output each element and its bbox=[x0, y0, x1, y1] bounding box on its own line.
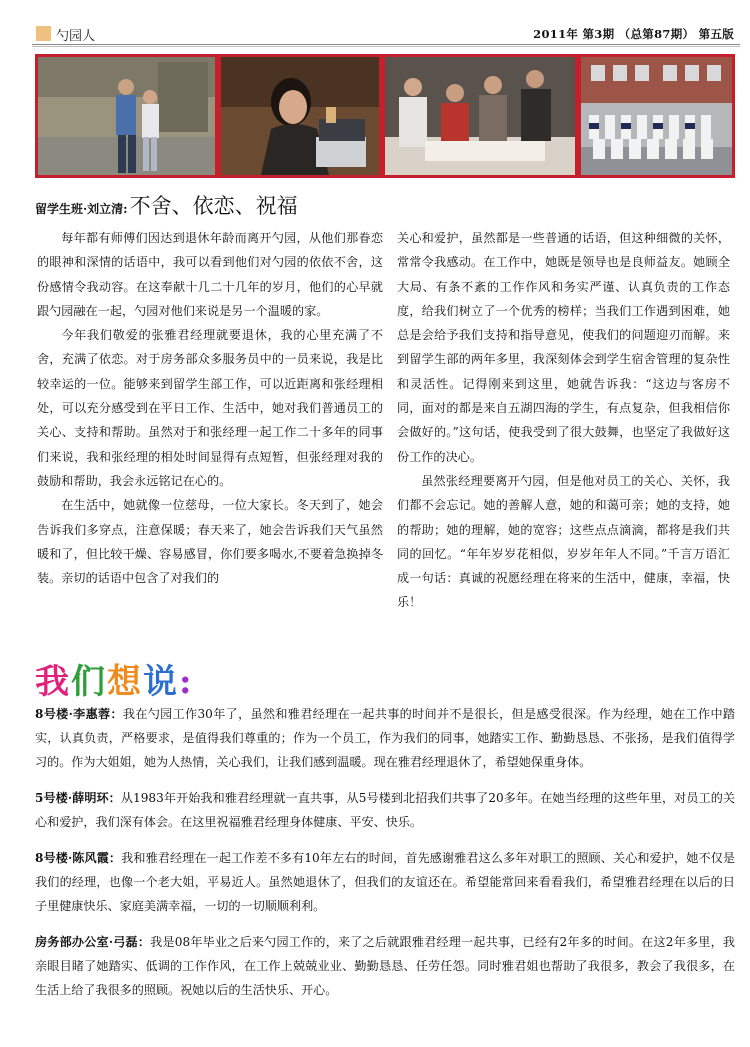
comment-item bbox=[35, 786, 735, 834]
comment-item bbox=[35, 930, 735, 1002]
comment-item bbox=[35, 702, 735, 774]
article-paragraph: 今年我们敬爱的张雅君经理就要退休，我的心里充满了不舍，充满了依恋。对于房务部众多服务员中的一员来说，我是比较幸运的一位。能够来到留学生部工作，可以近距离和张经理相处，可以充分感受到在平日工作、生活中，她对我们普通员工的关心、支持和帮助。虽然对于和张经理一起工作二十多年的同事们来说，我和张经理的相处时间显得有点短暂，但张经理对我的鼓励和帮助，我会永远铭记在心的。 bbox=[37, 328, 383, 488]
newsletter-name: 勺园人 bbox=[56, 29, 96, 44]
comment-author: 8号楼·陈风霞： bbox=[35, 851, 122, 865]
article-paragraph-continued: 关心和爱护，虽然都是一些普通的话语，但这种细微的关怀，常常令我感动。在工作中，她既是领导也是良师益友。她顾全大局、有条不紊的工作作风和务实严谨、认真负责的工作态度，给我们树立了一个优秀的榜样；当我们工作遇到困难，她总是会给予我们支持和指导意见，使我们的问题迎刃而解。来到留学生部的两年多里，我深刻体会到学生宿舍管理的复杂性和灵活性。记得刚来到这里，她就告诉我：“这边与客房不同，面对的都是来自五湖四海的学生，有点复杂，但我相信你会做好的。”这句话，使我受到了很大鼓舞，也坚定了我做好这份工作的决心。 bbox=[397, 231, 730, 464]
comment-text: 从1983年开始我和雅君经理就一直共事，从5号楼到北招我们共事了20多年。在她当经理的这些年里，对员工的关心和爱护，我们深有体会。在这里祝福雅君经理身体健康、平安、快乐。 bbox=[35, 791, 735, 829]
section-title-we-want-to-say bbox=[35, 654, 194, 703]
photo-staff-group bbox=[581, 57, 732, 175]
header-color-block bbox=[36, 26, 51, 41]
article-headline: 不舍、依恋、祝福 bbox=[129, 194, 298, 218]
article-paragraph: 每年都有师傅们因达到退休年龄而离开勺园，从他们那眷恋的眼神和深情的话语中，我可以看到他们对勺园的依依不舍，这份感情令我动容。在这奉献十几二十几年的岁月，他们的心早就跟勺园融在一起，勺园对他们来说是另一个温暖的家。 bbox=[37, 231, 383, 318]
article-left-column bbox=[37, 226, 383, 590]
comment-author: 5号楼·薛明环： bbox=[35, 791, 121, 805]
issue-info: 2011年 第3期 （总第87期） 第五版 bbox=[533, 27, 734, 41]
photo-band bbox=[35, 54, 735, 178]
comment-author: 8号楼·李惠蓉： bbox=[35, 707, 123, 721]
section-title-char: 想 bbox=[107, 662, 143, 702]
article-byline: 留学生班·刘立清: bbox=[35, 202, 128, 216]
section-title-char: : bbox=[179, 662, 194, 702]
article-title bbox=[35, 190, 298, 220]
header-rule-thin bbox=[32, 46, 740, 47]
page-header bbox=[32, 26, 740, 44]
section-title-char: 说 bbox=[143, 662, 179, 702]
comment-author: 房务部办公室·弓磊： bbox=[35, 935, 151, 949]
article-paragraph: 在生活中，她就像一位慈母，一位大家长。冬天到了，她会告诉我们多穿点，注意保暖；春天来了，她会告诉我们天气虽然暖和了，但比较干燥、容易感冒，你们要多喝水,不要着急换掉冬装。亲切的话语中包含了对我们的 bbox=[37, 498, 383, 586]
header-rule bbox=[32, 44, 740, 45]
photo-group-meeting bbox=[385, 57, 575, 175]
section-title-char: 我 bbox=[35, 662, 71, 702]
comments-list bbox=[35, 702, 735, 1014]
comment-item bbox=[35, 846, 735, 918]
article-paragraph: 虽然张经理要离开勺园，但是他对员工的关心、关怀，我们都不会忘记。她的善解人意，她的和蔼可亲；她的支持，她的帮助；她的理解，她的宽容；这些点点滴滴，都将是我们共同的回忆。“年年岁岁花相似，岁岁年年人不同。”千言万语汇成一句话：真诚的祝愿经理在将来的生活中，健康，幸福，快乐！ bbox=[397, 473, 730, 610]
comment-text: 我在勺园工作30年了，虽然和雅君经理在一起共事的时间并不是很长，但是感受很深。作为经理，她在工作中踏实，认真负责，严格要求，是值得我们尊重的；作为一个员工，作为我们的同事，她踏实工作、勤勤恳恳、不张扬，是我们值得学习的。作为大姐姐，她为人热情，关心我们，让我们感到温暖。现在雅君经理退休了，希望她保重身体。 bbox=[35, 707, 735, 769]
comment-text: 我是08年毕业之后来勺园工作的，来了之后就跟雅君经理一起共事，已经有2年多的时间。在这2年多里，我亲眼目睹了她踏实、低调的工作作风，在工作上兢兢业业、勤勤恳恳、任劳任怨。同时雅君姐也帮助了我很多，教会了我很多，在生活上给了我很多的照顾。祝她以后的生活快乐、开心。 bbox=[35, 935, 735, 997]
comment-text: 我和雅君经理在一起工作差不多有10年左右的时间，首先感谢雅君这么多年对职工的照顾、关心和爱护，她不仅是我们的经理，也像一个老大姐，平易近人。虽然她退休了，但我们的友谊还在。希望能常回来看看我们，希望雅君经理在以后的日子里健康快乐、家庭美满幸福，一切的一切顺顺利利。 bbox=[35, 851, 735, 913]
article-right-column bbox=[397, 226, 730, 615]
section-title-char: 们 bbox=[71, 662, 107, 702]
photo-woman-at-laptop bbox=[221, 57, 379, 175]
photo-couple-walking bbox=[38, 57, 215, 175]
